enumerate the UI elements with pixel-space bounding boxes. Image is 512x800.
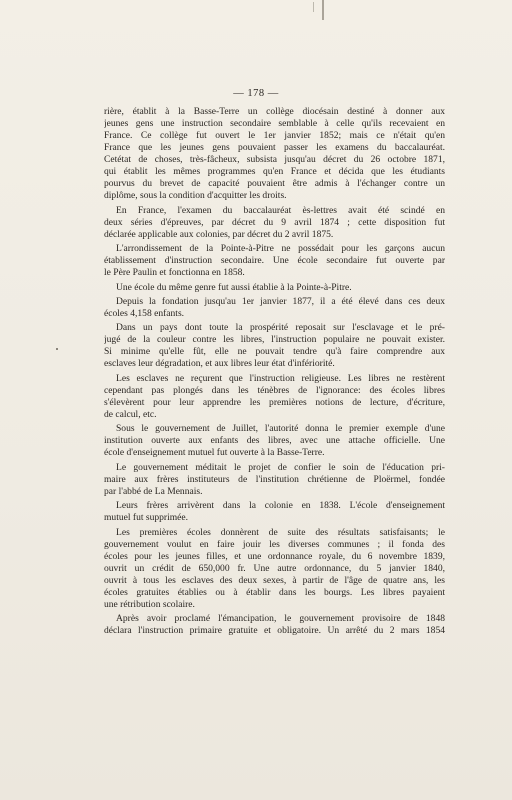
paragraph bbox=[104, 423, 445, 459]
text-line: déclarée applicable aux colonies, par décret du 2 avril 1875. bbox=[104, 228, 334, 240]
text-line: En France, l'examen du baccalauréat ès-lettres avait été scindé en bbox=[116, 204, 445, 216]
text-line: une rétribution scolaire. bbox=[104, 598, 195, 610]
paragraph bbox=[104, 205, 445, 241]
text-line: par l'abbé de La Mennais. bbox=[104, 485, 203, 497]
text-line: France que les jeunes gens pouvaient passer les examens du baccalauréat. bbox=[104, 142, 445, 154]
text-line: écoles pour les jeunes filles, et une ordonnance royale, du 6 novembre 1839, bbox=[104, 550, 445, 562]
paragraph bbox=[104, 243, 445, 279]
text-line: Cetétat de choses, très-fâcheux, subsista jusqu'au décret du 26 octobre 1871, bbox=[104, 154, 445, 166]
paragraph bbox=[104, 322, 445, 370]
text-line: institution ouverte aux enfants des libres, avec une attache officielle. Une bbox=[104, 435, 445, 447]
paragraph bbox=[104, 296, 445, 320]
text-line: mutuel fut supprimée. bbox=[104, 512, 189, 524]
text-line: jeunes gens une instruction secondaire semblable à celle qu'ils recevaient en bbox=[104, 118, 445, 130]
text-line: déclara l'instruction primaire gratuite et obligatoire. Un arrêté du 2 mars 1854 bbox=[104, 625, 445, 637]
binding-mark-secondary bbox=[313, 2, 314, 12]
text-line: Une école du même genre fut aussi établie à la Pointe-à-Pitre. bbox=[116, 281, 352, 293]
text-line: pourvus du brevet de capacité pouvaient être admis à l'échanger contre un bbox=[104, 178, 445, 190]
paragraph bbox=[104, 527, 445, 611]
text-line: Les esclaves ne reçurent que l'instruction religieuse. Les libres ne restèrent bbox=[116, 372, 445, 384]
paragraph bbox=[104, 106, 445, 202]
text-line: école d'enseignement mutuel fut ouverte à la Basse-Terre. bbox=[104, 447, 325, 459]
margin-speck bbox=[56, 348, 58, 350]
text-line: le Père Paulin et fonctionna en 1858. bbox=[104, 267, 245, 279]
text-line: Si minime qu'elle fût, elle ne pouvait tendre qu'à faire comprendre aux bbox=[104, 346, 445, 358]
text-line: de calcul, etc. bbox=[104, 408, 157, 420]
paragraph bbox=[104, 373, 445, 421]
text-line: écoles 4,158 enfants. bbox=[104, 307, 185, 319]
text-line: L'arrondissement de la Pointe-à-Pitre ne possédait pour les garçons aucun bbox=[116, 243, 445, 255]
text-line: Leurs frères arrivèrent dans la colonie en 1838. L'école d'enseignement bbox=[116, 500, 445, 512]
text-line: qui établit les mêmes programmes qu'en France et décida que les étudiants bbox=[104, 166, 445, 178]
paragraph bbox=[104, 500, 445, 524]
text-line: Depuis la fondation jusqu'au 1er janvier 1877, il a été élevé dans ces deux bbox=[116, 295, 445, 307]
body-text bbox=[104, 106, 445, 640]
text-line: France. Ce collège fut ouvert le 1er janvier 1852; mais ce n'était qu'en bbox=[104, 130, 445, 142]
text-line: gouvernement voulut en faire jouir les diverses communes ; il fonda des bbox=[104, 538, 445, 550]
text-line: deux séries d'épreuves, par décret du 9 avril 1874 ; cette disposition fut bbox=[104, 216, 445, 228]
text-line: Les premières écoles donnèrent de suite des résultats satisfaisants; le bbox=[116, 526, 445, 538]
page-number: — 178 — bbox=[233, 88, 279, 99]
text-line: établissement d'instruction secondaire. Une école secondaire fut ouverte par bbox=[104, 255, 445, 267]
text-line: Sous le gouvernement de Juillet, l'autorité donna le premier exemple d'une bbox=[116, 423, 445, 435]
text-line: rière, établit à la Basse-Terre un collège diocésain destiné à donner aux bbox=[104, 106, 445, 117]
binding-mark bbox=[322, 0, 324, 20]
text-line: esclaves leur dégradation, et aux libres leur état d'infériorité. bbox=[104, 358, 335, 370]
text-line: ouvrit un crédit de 650,000 fr. Une autre ordonnance, du 5 janvier 1840, bbox=[104, 562, 445, 574]
paragraph bbox=[104, 462, 445, 498]
text-line: écoles gratuites établies ou à établir dans les bourgs. Les libres payaient bbox=[104, 586, 445, 598]
text-line: Le gouvernement méditait le projet de confier le soin de l'éducation pri- bbox=[116, 461, 445, 473]
paragraph bbox=[104, 613, 445, 637]
text-line: Dans un pays dont toute la prospérité reposait sur l'esclavage et le pré- bbox=[116, 322, 445, 334]
text-line: maire aux frères instituteurs de l'institution chrétienne de Ploërmel, fondée bbox=[104, 473, 445, 485]
text-line: diplôme, sous la condition d'acquitter les droits. bbox=[104, 190, 287, 202]
text-line: Après avoir proclamé l'émancipation, le gouvernement provisoire de 1848 bbox=[116, 613, 445, 625]
text-line: ouvrit à tous les esclaves des deux sexes, à partir de l'âge de quatre ans, les bbox=[104, 574, 445, 586]
text-line: jugé de la couleur contre les libres, l'instruction populaire ne pouvait exister. bbox=[104, 334, 445, 346]
text-line: cependant pas plongés dans les ténèbres de l'ignorance: des écoles libres bbox=[104, 384, 445, 396]
paragraph bbox=[104, 282, 445, 294]
text-line: s'élevèrent pour leur apprendre les premières notions de lecture, d'écriture, bbox=[104, 396, 445, 408]
